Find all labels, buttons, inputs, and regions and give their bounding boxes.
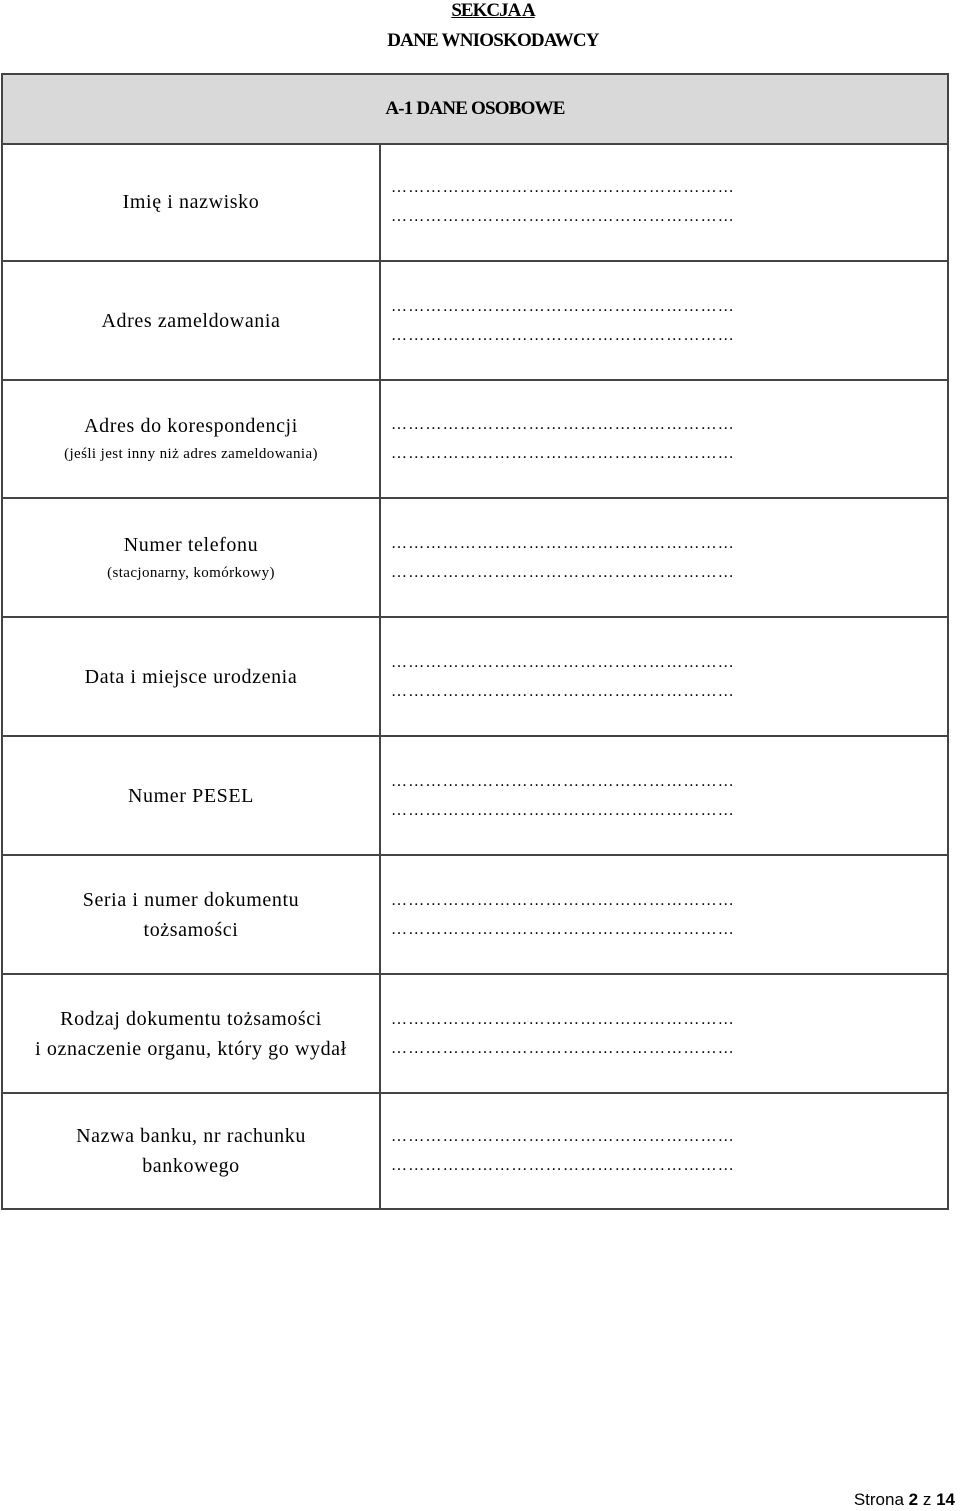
table-row xyxy=(3,262,947,381)
row-label-cell xyxy=(3,262,381,379)
row-label-cell xyxy=(3,737,381,854)
row-fill-field[interactable] xyxy=(381,381,947,497)
dotted-fill-line: …………………………………………………… xyxy=(391,653,735,671)
table-row xyxy=(3,856,947,975)
row-label-cell xyxy=(3,856,381,973)
personal-data-table xyxy=(1,73,949,1210)
page-total: 14 xyxy=(936,1490,955,1509)
row-fill-field[interactable] xyxy=(381,856,947,973)
dotted-fill-line: …………………………………………………… xyxy=(391,178,735,196)
dotted-fill-line: …………………………………………………… xyxy=(391,801,735,819)
dotted-fill-line: …………………………………………………… xyxy=(391,772,735,790)
row-label: Numer PESEL xyxy=(127,784,255,807)
section-title: SEKCJA A xyxy=(451,0,535,21)
row-label-cell xyxy=(3,975,381,1092)
table-title: A-1 DANE OSOBOWE xyxy=(3,75,947,145)
row-label: Adres zameldowania xyxy=(101,309,281,332)
row-fill-field[interactable] xyxy=(381,262,947,379)
row-fill-field[interactable] xyxy=(381,975,947,1092)
row-label-cell xyxy=(3,1094,381,1208)
dotted-fill-line: …………………………………………………… xyxy=(391,920,735,938)
row-label: Rodzaj dokumentu tożsamości i oznaczenie organu, który go wydał xyxy=(35,1007,347,1060)
row-fill-field[interactable] xyxy=(381,618,947,735)
dotted-fill-line: …………………………………………………… xyxy=(391,1157,735,1174)
row-label-cell xyxy=(3,618,381,735)
table-row xyxy=(3,1094,947,1208)
dotted-fill-line: …………………………………………………… xyxy=(391,682,735,700)
row-fill-field[interactable] xyxy=(381,499,947,616)
dotted-fill-line: …………………………………………………… xyxy=(391,1010,735,1028)
dotted-fill-line: …………………………………………………… xyxy=(391,445,735,462)
row-label: Numer telefonu xyxy=(123,533,259,556)
page-prefix: Strona xyxy=(853,1490,904,1509)
row-label: Seria i numer dokumentu tożsamości xyxy=(82,888,300,941)
row-label-note: (jeśli jest inny niż adres zameldowania) xyxy=(64,446,318,462)
dotted-fill-line: …………………………………………………… xyxy=(391,563,735,581)
table-row xyxy=(3,499,947,618)
row-label: Adres do korespondencji xyxy=(84,415,298,437)
table-row xyxy=(3,737,947,856)
row-label: Data i miejsce urodzenia xyxy=(84,665,298,688)
dotted-fill-line: …………………………………………………… xyxy=(391,207,735,225)
row-fill-field[interactable] xyxy=(381,1094,947,1208)
row-label-cell xyxy=(3,381,381,497)
row-label-note: (stacjonarny, komórkowy) xyxy=(107,564,275,581)
dotted-fill-line: …………………………………………………… xyxy=(391,534,735,552)
table-row xyxy=(3,975,947,1094)
dotted-fill-line: …………………………………………………… xyxy=(391,891,735,909)
dotted-fill-line: …………………………………………………… xyxy=(391,1039,735,1057)
row-label-cell xyxy=(3,143,381,260)
dotted-fill-line: …………………………………………………… xyxy=(391,416,735,433)
dotted-fill-line: …………………………………………………… xyxy=(391,326,735,344)
row-label: Imię i nazwisko xyxy=(122,190,260,213)
dotted-fill-line: …………………………………………………… xyxy=(391,297,735,315)
table-row xyxy=(3,381,947,499)
row-fill-field[interactable] xyxy=(381,737,947,854)
page-current: 2 xyxy=(908,1490,919,1509)
row-label-cell xyxy=(3,499,381,616)
table-row xyxy=(3,618,947,737)
section-subtitle: DANE WNIOSKODAWCY xyxy=(387,30,599,51)
page-number xyxy=(854,1490,955,1510)
dotted-fill-line: …………………………………………………… xyxy=(391,1128,735,1145)
page-separator: z xyxy=(922,1490,932,1509)
row-label: Nazwa banku, nr rachunku bankowego xyxy=(76,1125,306,1177)
table-row xyxy=(3,143,947,262)
row-fill-field[interactable] xyxy=(381,143,947,260)
